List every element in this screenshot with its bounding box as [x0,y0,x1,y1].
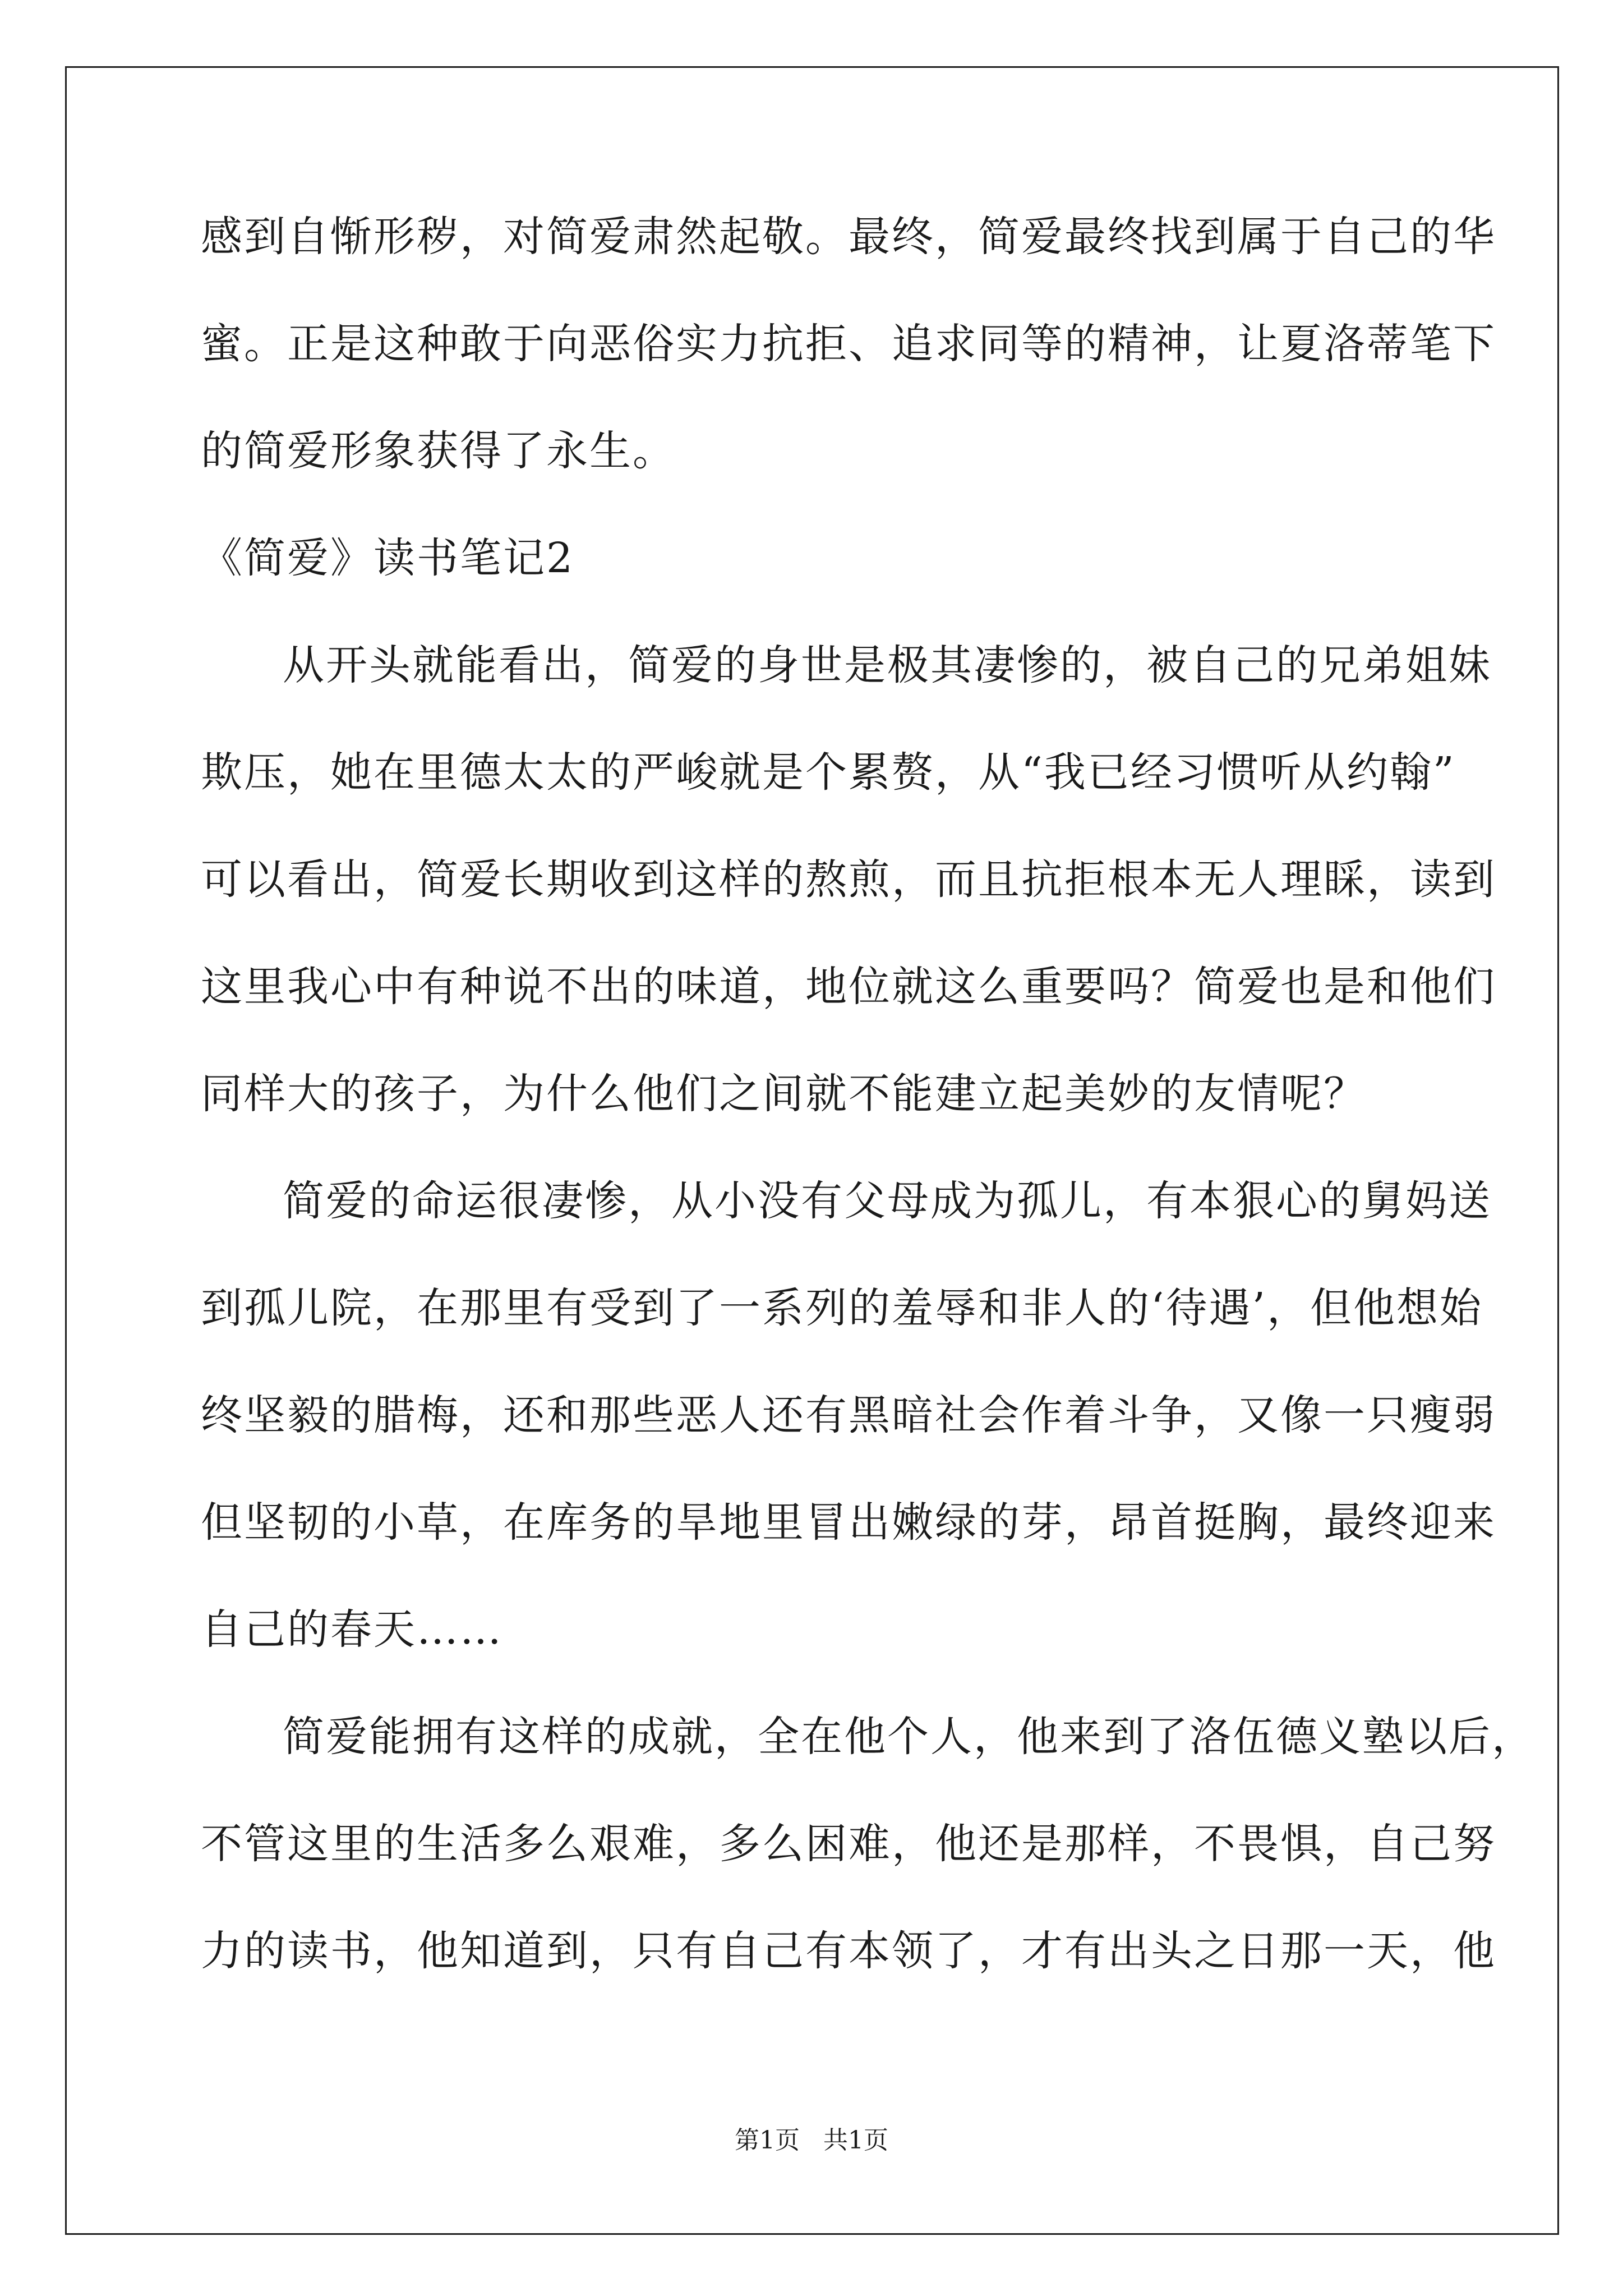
page-number-footer: 第1页 共1页 [735,2126,888,2155]
paragraph-line: 力的读书，他知道到，只有自己有本领了，才有出头之日那一天，他 [201,1927,1496,1975]
paragraph-line: 从开头就能看出，简爱的身世是极其凄惨的，被自己的兄弟姐妹 [283,641,1492,689]
paragraph-line: 自己的春天…… [201,1605,503,1654]
paragraph-line: 终坚毅的腊梅，还和那些恶人还有黑暗社会作着斗争，又像一只瘦弱 [201,1391,1496,1439]
paragraph-line: 这里我心中有种说不出的味道，地位就这么重要吗？简爱也是和他们 [201,963,1496,1011]
paragraph-line: 到孤儿院，在那里有受到了一系列的羞辱和非人的‘待遇’，但他想始 [201,1284,1483,1332]
paragraph-line: 不管这里的生活多么艰难，多么困难，他还是那样，不畏惧，自己努 [201,1820,1496,1868]
paragraph-line: 欺压，她在里德太太的严峻就是个累赘，从“我已经习惯听从约翰” [201,748,1456,797]
paragraph-line: 感到自惭形秽，对简爱肃然起敬。最终，简爱最终找到属于自己的华 [201,213,1496,261]
paragraph-line: 蜜。正是这种敢于向恶俗实力抗拒、追求同等的精神，让夏洛蒂笔下 [201,320,1496,368]
paragraph-line: 简爱的命运很凄惨，从小没有父母成为孤儿，有本狠心的舅妈送 [283,1177,1492,1225]
paragraph-line: 同样大的孩子，为什么他们之间就不能建立起美妙的友情呢？ [201,1070,1367,1118]
paragraph-line: 但坚韧的小草，在库务的旱地里冒出嫩绿的芽，昂首挺胸，最终迎来 [201,1498,1496,1547]
page-border [65,66,1559,2235]
section-heading: 《简爱》读书笔记2 [201,534,575,582]
paragraph-line: 的简爱形象获得了永生。 [201,427,676,475]
paragraph-line: 简爱能拥有这样的成就，全在他个人，他来到了洛伍德义塾以后， [283,1713,1535,1761]
paragraph-line: 可以看出，简爱长期收到这样的熬煎，而且抗拒根本无人理睬，读到 [201,855,1496,904]
